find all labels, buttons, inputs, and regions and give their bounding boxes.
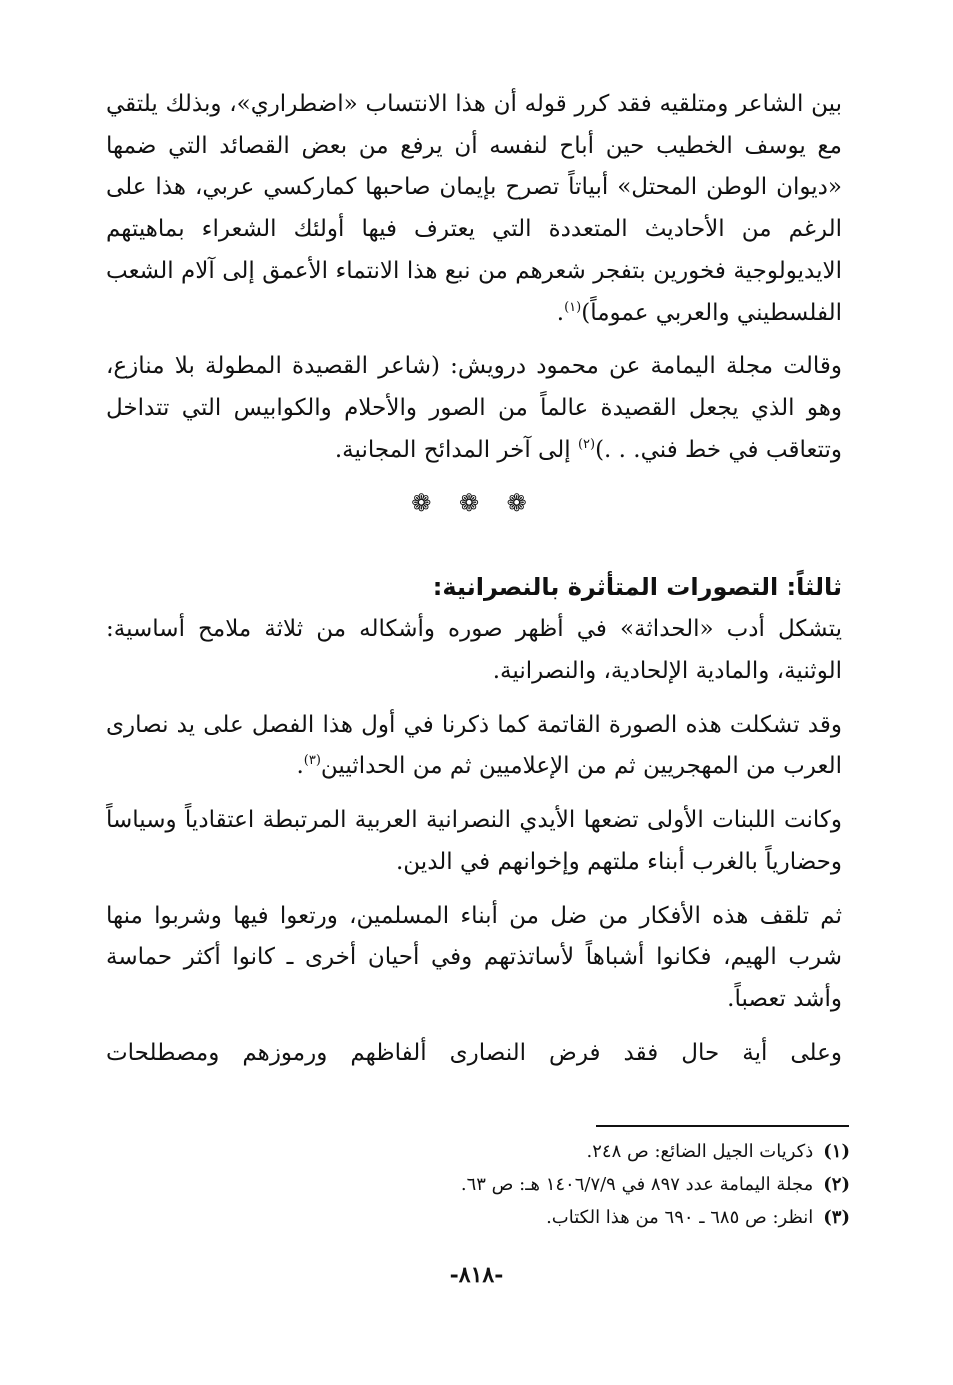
paragraph-1-end: . (556, 299, 565, 326)
footnote-text: مجلة اليمامة عدد ٨٩٧ في ١٤٠٦/٧/٩ هـ: ص ٦٣. (460, 1174, 814, 1195)
paragraph-7: وعلى أية حال فقد فرض النصارى ألفاظهم ورموزهم ومصطلحات (106, 1039, 842, 1066)
footnote-text: انظر: ص ٦٨٥ ـ ٦٩٠ من هذا الكتاب. (546, 1207, 814, 1228)
footnote-ref-2[interactable]: (٢) (577, 436, 596, 452)
paragraph-1-text: بين الشاعر ومتلقيه فقد كرر قوله أن هذا الانتساب «اضطراري»، وبذلك يلتقي مع يوسف الخطيب حين أباح لنفسه أن يرفع من بعض القصائد التي ضمها «ديوان الوطن المحتل» أبياتاً تصرح بإيمان صاحبها كماركسي عربي، هذا على الرغم من الأحاديث المتعددة التي يعترف فيها أولئك الشعراء بماهيتهم الايديولوجية فخورين بتفجر شعرهم من نبع هذا الانتماء الأعمق إلى آلام الشعب الفلسطيني والعربي عموماً) (106, 91, 842, 326)
section-heading: ثالثاً: التصورات المتأثرة بالنصرانية: (432, 573, 842, 602)
paragraph-4-end: . (296, 753, 304, 780)
footnote-ref-1[interactable]: (١) (564, 299, 582, 315)
paragraph-4-text: وقد تشكلت هذه الصورة القاتمة كما ذكرنا في أول هذا الفصل على يد نصارى العرب من المهجريين ثم من الإعلاميين ثم من الحداثيين (106, 711, 842, 780)
paragraph-5: وكانت اللبنات الأولى تضعها الأيدي النصرانية العربية المرتبطة اعتقادياً وسياساً وحضارياً بالغرب أبناء ملتهم وإخوانهم في الدين. (106, 807, 842, 875)
paragraph-2-end: إلى آخر المدائح المجانية. (334, 436, 578, 463)
paragraph-2-text: وقالت مجلة اليمامة عن محمود درويش: (شاعر القصيدة المطولة بلا منازع، وهو الذي يجعل القصيدة عالماً من الصور والأحلام والكوابيس التي تتداخل وتتعاقب في خط فني. . .) (106, 353, 842, 463)
footnote-number: (٢) (823, 1174, 850, 1195)
page-number: -٨١٨- (449, 1262, 504, 1288)
footnote-2 (106, 1168, 850, 1201)
paragraph-1 (106, 84, 842, 334)
footnote-text: ذكريات الجيل الضائع: ص ٢٤٨. (586, 1141, 814, 1162)
footnote-divider (596, 1125, 849, 1127)
paragraph-3: يتشكل أدب «الحداثة» في أظهر صوره وأشكاله من ثلاثة ملامح أساسية: الوثنية، والمادية الإلحادية، والنصرانية. (106, 616, 842, 685)
paragraph-2 (106, 346, 842, 471)
footnote-number: (١) (823, 1141, 850, 1162)
paragraph-6: ثم تلقف هذه الأفكار من ضل من أبناء المسلمين، ورتعوا فيها وشربوا منها شرب الهيم، فكانوا أشباهاً لأساتذتهم وفي أحيان أخرى ـ كانوا أكثر حماسة وأشد تعصباً. (106, 902, 842, 1012)
footnote-number: (٣) (823, 1207, 850, 1228)
footnotes (106, 1135, 850, 1234)
paragraph-4 (106, 705, 842, 788)
page-body (106, 84, 842, 1074)
section-separator: ❁ ❁ ❁ (411, 489, 537, 518)
footnote-3 (106, 1201, 850, 1234)
footnote-1 (106, 1135, 850, 1168)
footnote-ref-3[interactable]: (٣) (303, 753, 321, 769)
